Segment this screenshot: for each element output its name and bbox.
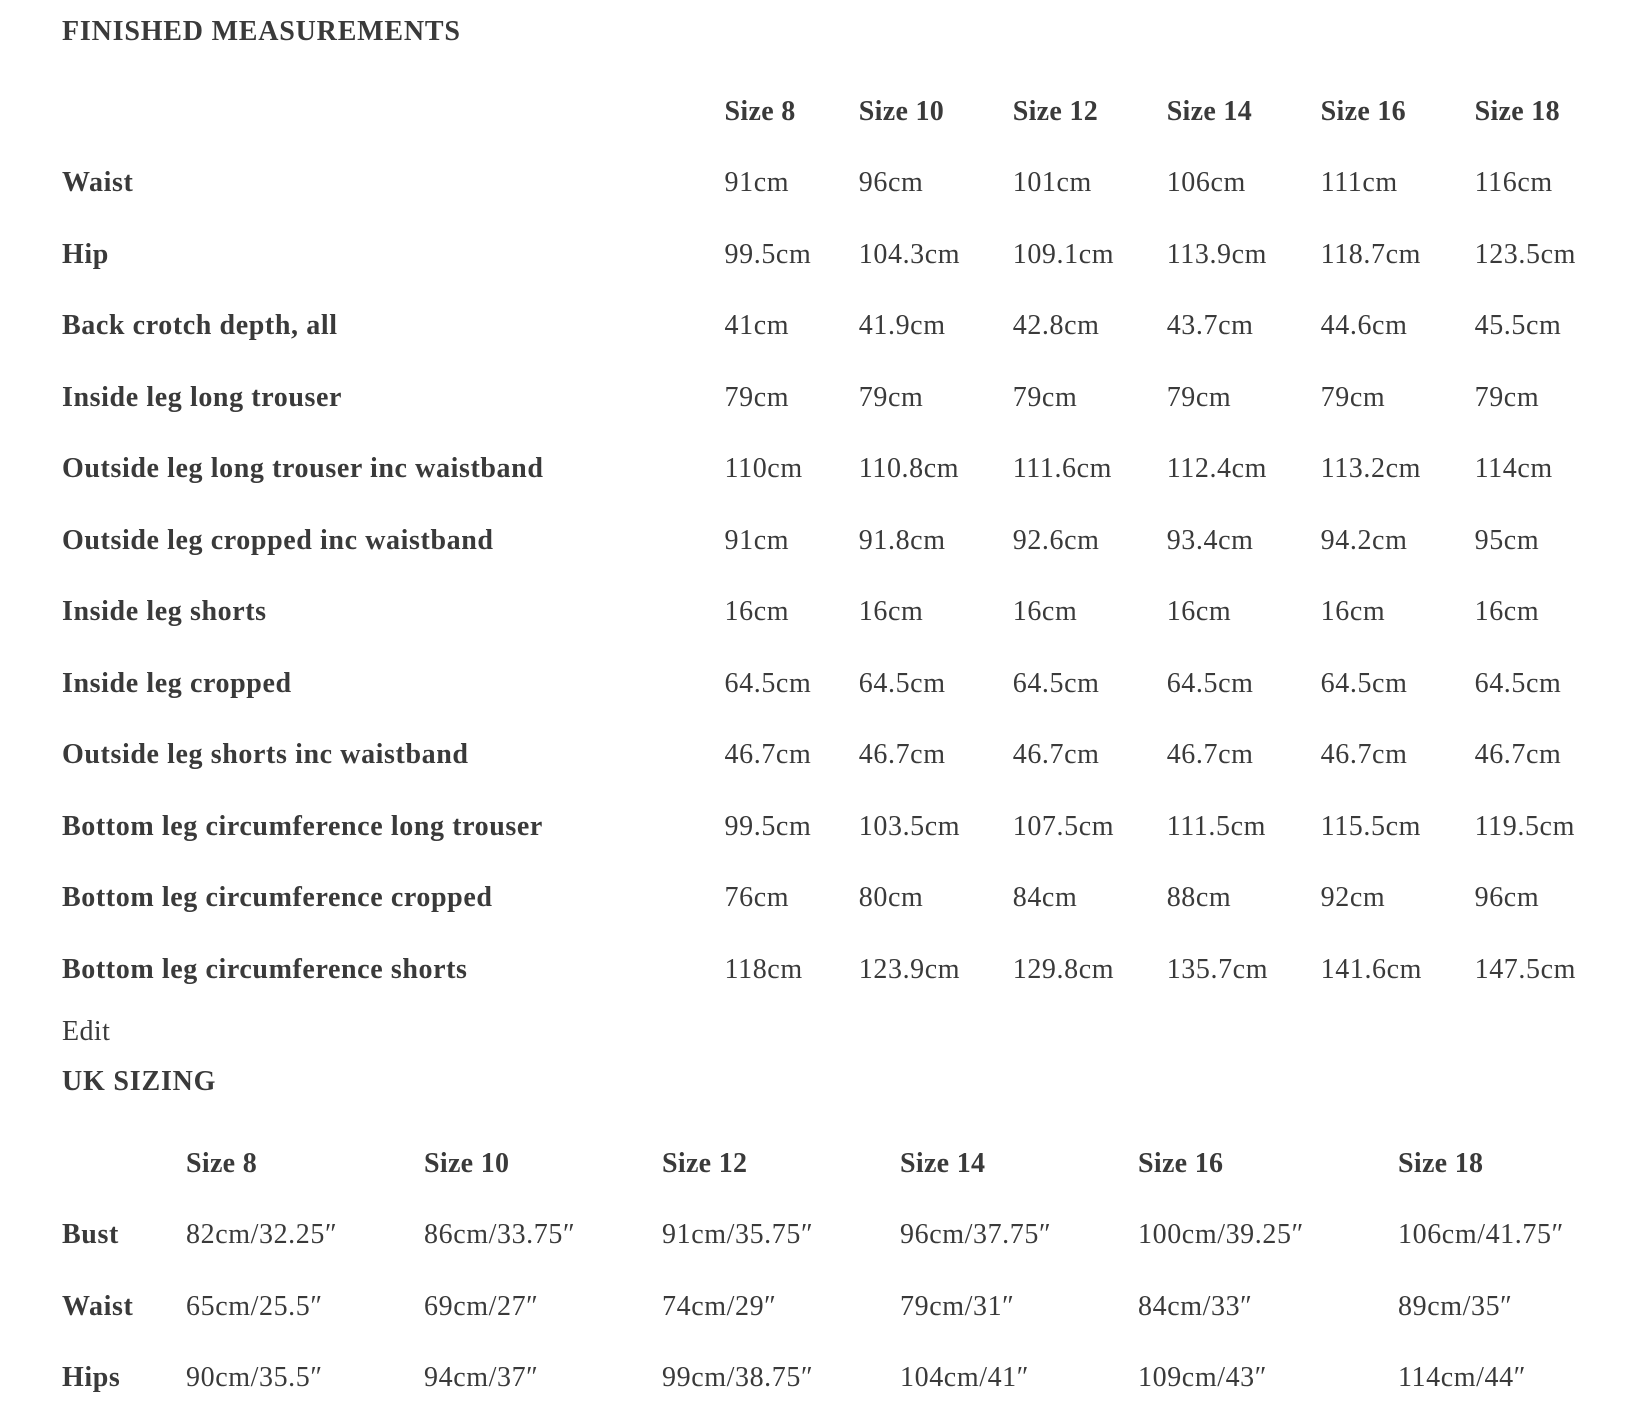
- size-header: Size 14: [900, 1128, 1138, 1200]
- measurement-cell: 46.7cm: [1321, 720, 1475, 792]
- table-row: [62, 577, 1622, 649]
- edit-link[interactable]: Edit: [62, 1016, 110, 1048]
- measurement-cell: 118cm: [725, 934, 859, 1006]
- measurement-cell: 147.5cm: [1475, 934, 1622, 1006]
- finished-measurements-table: [62, 76, 1622, 1006]
- measurement-cell: 76cm: [725, 863, 859, 935]
- row-label: Inside leg long trouser: [62, 362, 725, 434]
- measurement-cell: 84cm: [1013, 863, 1167, 935]
- measurement-cell: 114cm: [1475, 434, 1622, 506]
- measurement-cell: 112.4cm: [1167, 434, 1321, 506]
- header-empty-cell: [62, 1128, 186, 1200]
- measurement-cell: 110.8cm: [859, 434, 1013, 506]
- measurement-cell: 88cm: [1167, 863, 1321, 935]
- row-label: Outside leg long trouser inc waistband: [62, 434, 725, 506]
- measurement-cell: 43.7cm: [1167, 291, 1321, 363]
- table-row: [62, 863, 1622, 935]
- measurement-cell: 115.5cm: [1321, 791, 1475, 863]
- size-header: Size 18: [1398, 1128, 1598, 1200]
- measurement-cell: 99cm/38.75″: [662, 1343, 900, 1414]
- row-label: Inside leg cropped: [62, 648, 725, 720]
- measurement-cell: 79cm: [1321, 362, 1475, 434]
- measurement-cell: 64.5cm: [1013, 648, 1167, 720]
- measurement-cell: 99.5cm: [725, 219, 859, 291]
- measurement-cell: 93.4cm: [1167, 505, 1321, 577]
- measurement-cell: 113.2cm: [1321, 434, 1475, 506]
- measurement-cell: 46.7cm: [725, 720, 859, 792]
- measurement-cell: 64.5cm: [1167, 648, 1321, 720]
- measurement-cell: 91cm/35.75″: [662, 1200, 900, 1272]
- table-row: [62, 720, 1622, 792]
- measurement-cell: 92.6cm: [1013, 505, 1167, 577]
- measurement-cell: 94.2cm: [1321, 505, 1475, 577]
- measurement-cell: 99.5cm: [725, 791, 859, 863]
- measurement-cell: 107.5cm: [1013, 791, 1167, 863]
- measurement-cell: 84cm/33″: [1138, 1271, 1398, 1343]
- row-label: Hips: [62, 1343, 186, 1414]
- uk-sizing-table: [62, 1128, 1598, 1414]
- table-row: [62, 1271, 1598, 1343]
- measurement-cell: 42.8cm: [1013, 291, 1167, 363]
- measurement-cell: 64.5cm: [1321, 648, 1475, 720]
- measurement-cell: 101cm: [1013, 148, 1167, 220]
- measurement-cell: 100cm/39.25″: [1138, 1200, 1398, 1272]
- row-label: Bottom leg circumference cropped: [62, 863, 725, 935]
- measurement-cell: 110cm: [725, 434, 859, 506]
- measurement-cell: 96cm: [1475, 863, 1622, 935]
- measurement-cell: 16cm: [1013, 577, 1167, 649]
- table-row: [62, 505, 1622, 577]
- table-row: [62, 148, 1622, 220]
- table-row: [62, 362, 1622, 434]
- row-label: Bottom leg circumference long trouser: [62, 791, 725, 863]
- measurement-cell: 123.9cm: [859, 934, 1013, 1006]
- row-label: Bottom leg circumference shorts: [62, 934, 725, 1006]
- size-header: Size 10: [424, 1128, 662, 1200]
- measurement-cell: 79cm/31″: [900, 1271, 1138, 1343]
- measurement-cell: 82cm/32.25″: [186, 1200, 424, 1272]
- measurement-cell: 103.5cm: [859, 791, 1013, 863]
- measurement-cell: 16cm: [1321, 577, 1475, 649]
- measurement-cell: 109.1cm: [1013, 219, 1167, 291]
- measurement-cell: 111.6cm: [1013, 434, 1167, 506]
- row-label: Back crotch depth, all: [62, 291, 725, 363]
- measurement-cell: 96cm/37.75″: [900, 1200, 1138, 1272]
- measurement-cell: 94cm/37″: [424, 1343, 662, 1414]
- measurement-cell: 46.7cm: [1475, 720, 1622, 792]
- measurement-cell: 16cm: [1167, 577, 1321, 649]
- measurement-cell: 79cm: [1167, 362, 1321, 434]
- finished-measurements-heading: FINISHED MEASUREMENTS: [62, 16, 461, 48]
- measurement-cell: 91.8cm: [859, 505, 1013, 577]
- table-row: [62, 934, 1622, 1006]
- measurement-cell: 90cm/35.5″: [186, 1343, 424, 1414]
- measurement-cell: 106cm/41.75″: [1398, 1200, 1598, 1272]
- measurement-cell: 113.9cm: [1167, 219, 1321, 291]
- table-row: [62, 291, 1622, 363]
- measurement-cell: 79cm: [1013, 362, 1167, 434]
- table-row: [62, 791, 1622, 863]
- row-label: Hip: [62, 219, 725, 291]
- measurement-cell: 41.9cm: [859, 291, 1013, 363]
- measurement-cell: 91cm: [725, 505, 859, 577]
- row-label: Inside leg shorts: [62, 577, 725, 649]
- size-header: Size 12: [1013, 76, 1167, 148]
- measurement-cell: 135.7cm: [1167, 934, 1321, 1006]
- measurement-cell: 129.8cm: [1013, 934, 1167, 1006]
- measurement-cell: 86cm/33.75″: [424, 1200, 662, 1272]
- measurement-cell: 104cm/41″: [900, 1343, 1138, 1414]
- measurement-cell: 114cm/44″: [1398, 1343, 1598, 1414]
- measurement-cell: 79cm: [1475, 362, 1622, 434]
- table-row: [62, 219, 1622, 291]
- measurement-cell: 64.5cm: [859, 648, 1013, 720]
- header-empty-cell: [62, 76, 725, 148]
- measurement-cell: 16cm: [859, 577, 1013, 649]
- row-label: Bust: [62, 1200, 186, 1272]
- size-header: Size 14: [1167, 76, 1321, 148]
- measurement-cell: 109cm/43″: [1138, 1343, 1398, 1414]
- size-header: Size 8: [725, 76, 859, 148]
- measurement-cell: 69cm/27″: [424, 1271, 662, 1343]
- measurement-cell: 104.3cm: [859, 219, 1013, 291]
- size-header: Size 8: [186, 1128, 424, 1200]
- row-label: Outside leg shorts inc waistband: [62, 720, 725, 792]
- measurement-cell: 16cm: [1475, 577, 1622, 649]
- measurement-cell: 65cm/25.5″: [186, 1271, 424, 1343]
- measurement-cell: 106cm: [1167, 148, 1321, 220]
- table-row: [62, 1343, 1598, 1414]
- size-header: Size 10: [859, 76, 1013, 148]
- measurement-cell: 91cm: [725, 148, 859, 220]
- measurement-cell: 123.5cm: [1475, 219, 1622, 291]
- size-header: Size 18: [1475, 76, 1622, 148]
- measurement-cell: 111.5cm: [1167, 791, 1321, 863]
- measurement-cell: 64.5cm: [725, 648, 859, 720]
- table-header-row: [62, 1128, 1598, 1200]
- measurement-cell: 95cm: [1475, 505, 1622, 577]
- measurement-cell: 44.6cm: [1321, 291, 1475, 363]
- size-header: Size 12: [662, 1128, 900, 1200]
- measurement-cell: 74cm/29″: [662, 1271, 900, 1343]
- measurement-cell: 111cm: [1321, 148, 1475, 220]
- table-row: [62, 434, 1622, 506]
- measurement-cell: 80cm: [859, 863, 1013, 935]
- size-header: Size 16: [1321, 76, 1475, 148]
- measurement-cell: 141.6cm: [1321, 934, 1475, 1006]
- table-header-row: [62, 76, 1622, 148]
- measurement-cell: 92cm: [1321, 863, 1475, 935]
- row-label: Waist: [62, 1271, 186, 1343]
- measurement-cell: 79cm: [725, 362, 859, 434]
- measurement-cell: 46.7cm: [1013, 720, 1167, 792]
- uk-sizing-heading: UK SIZING: [62, 1066, 216, 1098]
- row-label: Waist: [62, 148, 725, 220]
- row-label: Outside leg cropped inc waistband: [62, 505, 725, 577]
- measurement-cell: 64.5cm: [1475, 648, 1622, 720]
- measurement-cell: 119.5cm: [1475, 791, 1622, 863]
- measurement-cell: 41cm: [725, 291, 859, 363]
- measurement-cell: 89cm/35″: [1398, 1271, 1598, 1343]
- measurement-cell: 116cm: [1475, 148, 1622, 220]
- table-row: [62, 648, 1622, 720]
- measurement-cell: 96cm: [859, 148, 1013, 220]
- table-row: [62, 1200, 1598, 1272]
- measurement-cell: 46.7cm: [1167, 720, 1321, 792]
- measurement-cell: 16cm: [725, 577, 859, 649]
- measurement-cell: 46.7cm: [859, 720, 1013, 792]
- measurement-cell: 118.7cm: [1321, 219, 1475, 291]
- measurement-cell: 45.5cm: [1475, 291, 1622, 363]
- size-header: Size 16: [1138, 1128, 1398, 1200]
- measurement-cell: 79cm: [859, 362, 1013, 434]
